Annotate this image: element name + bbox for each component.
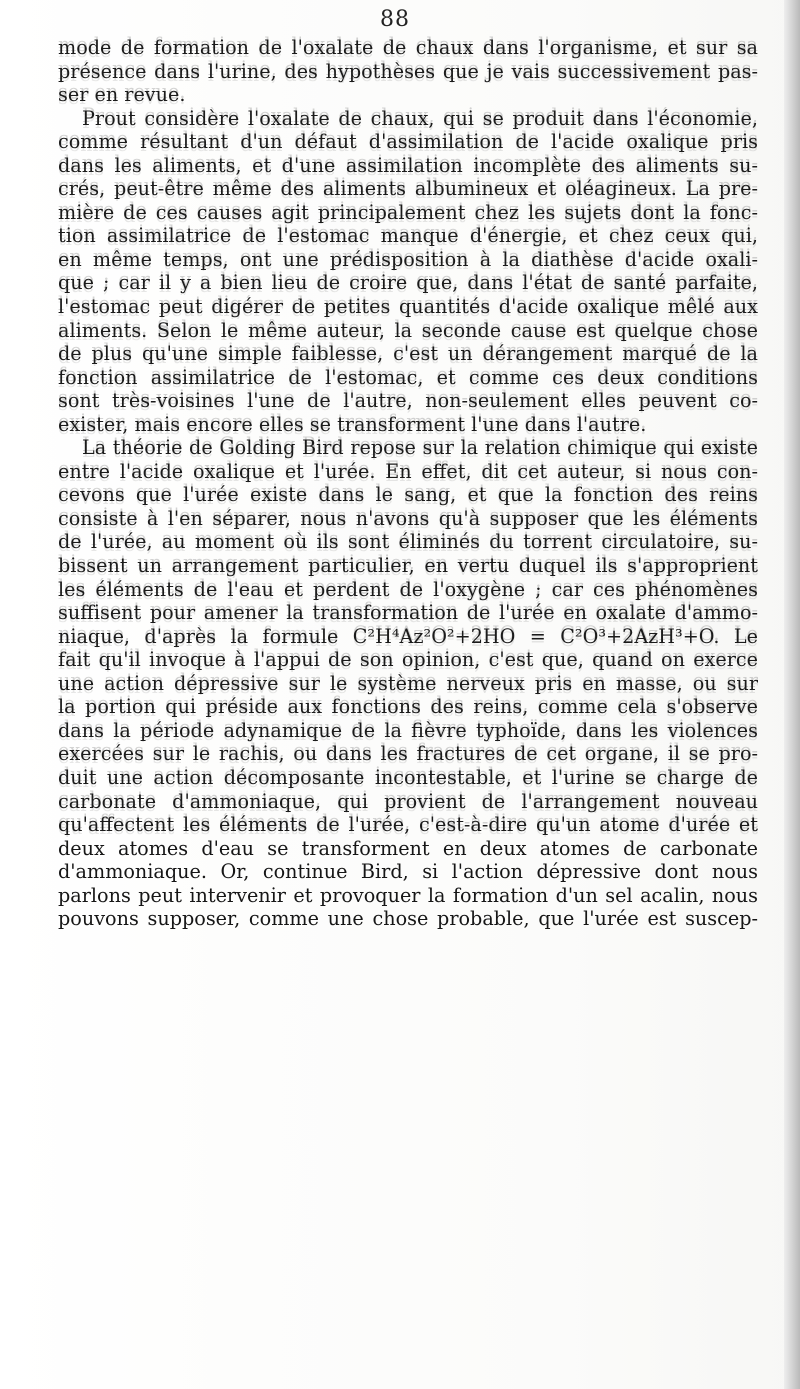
text-line: d'ammoniaque. Or, continue Bird, si l'action dépressive dont nous <box>58 860 758 884</box>
text-line: sont très-voisines l'une de l'autre, non-seulement elles peuvent co- <box>58 389 758 413</box>
text-line: exister, mais encore elles se transforment l'une dans l'autre. <box>58 412 647 436</box>
text-line: suffisent pour amener la transformation de l'urée en oxalate d'ammo- <box>58 601 758 625</box>
text-line: de l'urée, au moment où ils sont éliminés du torrent circulatoire, su- <box>58 530 758 554</box>
text-line: en même temps, ont une prédisposition à la diathèse d'acide oxali- <box>58 247 758 271</box>
page-edge-shadow <box>784 0 800 1389</box>
text-line: deux atomes d'eau se transforment en deux atomes de carbonate <box>58 836 758 860</box>
text-line: La théorie de Golding Bird repose sur la relation chimique qui existe <box>82 436 758 460</box>
text-line: exercées sur le rachis, ou dans les fractures de cet organe, il se pro- <box>58 742 758 766</box>
text-line: comme résultant d'un défaut d'assimilation de l'acide oxalique pris <box>58 130 758 154</box>
text-line: dans les aliments, et d'une assimilation incomplète des aliments su- <box>58 153 758 177</box>
text-line: une action dépressive sur le système nerveux pris en masse, ou sur <box>58 671 758 695</box>
text-line: dans la période adynamique de la fièvre typhoïde, dans les violences <box>58 718 758 742</box>
text-line: bissent un arrangement particulier, en vertu duquel ils s'approprient <box>58 554 758 578</box>
page-number: 88 <box>380 7 410 32</box>
text-line: l'estomac peut digérer de petites quantités d'acide oxalique mêlé aux <box>58 295 758 319</box>
text-line: ser en revue. <box>58 83 186 107</box>
text-line: crés, peut-être même des aliments albumineux et oléagineux. La pre- <box>58 177 758 201</box>
text-line: fonction assimilatrice de l'estomac, et comme ces deux conditions <box>58 365 758 389</box>
body-text <box>58 36 758 931</box>
text-line: consiste à l'en séparer, nous n'avons qu'à supposer que les éléments <box>58 506 758 530</box>
text-line: mière de ces causes agit principalement chez les sujets dont la fonc- <box>58 200 758 224</box>
text-line: la portion qui préside aux fonctions des reins, comme cela s'observe <box>58 695 758 719</box>
text-line: aliments. Selon le même auteur, la seconde cause est quelque chose <box>58 318 758 342</box>
text-line: carbonate d'ammoniaque, qui provient de l'arrangement nouveau <box>58 789 758 813</box>
text-line: entre l'acide oxalique et l'urée. En effet, dit cet auteur, si nous con- <box>58 459 758 483</box>
text-line: tion assimilatrice de l'estomac manque d'énergie, et chez ceux qui, <box>58 224 758 248</box>
text-line: parlons peut intervenir et provoquer la formation d'un sel acalin, nous <box>58 883 758 907</box>
text-line: cevons que l'urée existe dans le sang, et que la fonction des reins <box>58 483 758 507</box>
text-line: fait qu'il invoque à l'appui de son opinion, c'est que, quand on exerce <box>58 648 758 672</box>
text-line: les éléments de l'eau et perdent de l'oxygène ; car ces phénomènes <box>58 577 758 601</box>
text-line: présence dans l'urine, des hypothèses que je vais successivement pas- <box>58 59 758 83</box>
text-line: de plus qu'une simple faiblesse, c'est un dérangement marqué de la <box>58 342 758 366</box>
text-line: qu'affectent les éléments de l'urée, c'est-à-dire qu'un atome d'urée et <box>58 813 758 837</box>
text-line: Prout considère l'oxalate de chaux, qui se produit dans l'économie, <box>82 106 758 130</box>
text-line: que ; car il y a bien lieu de croire que, dans l'état de santé parfaite, <box>58 271 758 295</box>
text-line: mode de formation de l'oxalate de chaux dans l'organisme, et sur sa <box>58 36 758 59</box>
text-line: niaque, d'après la formule C²H⁴Az²O²+2HO = C²O³+2AzH³+O. Le <box>58 624 758 648</box>
text-line: duit une action décomposante incontestable, et l'urine se charge de <box>58 765 758 789</box>
text-line: pouvons supposer, comme une chose probable, que l'urée est suscep- <box>58 907 758 931</box>
